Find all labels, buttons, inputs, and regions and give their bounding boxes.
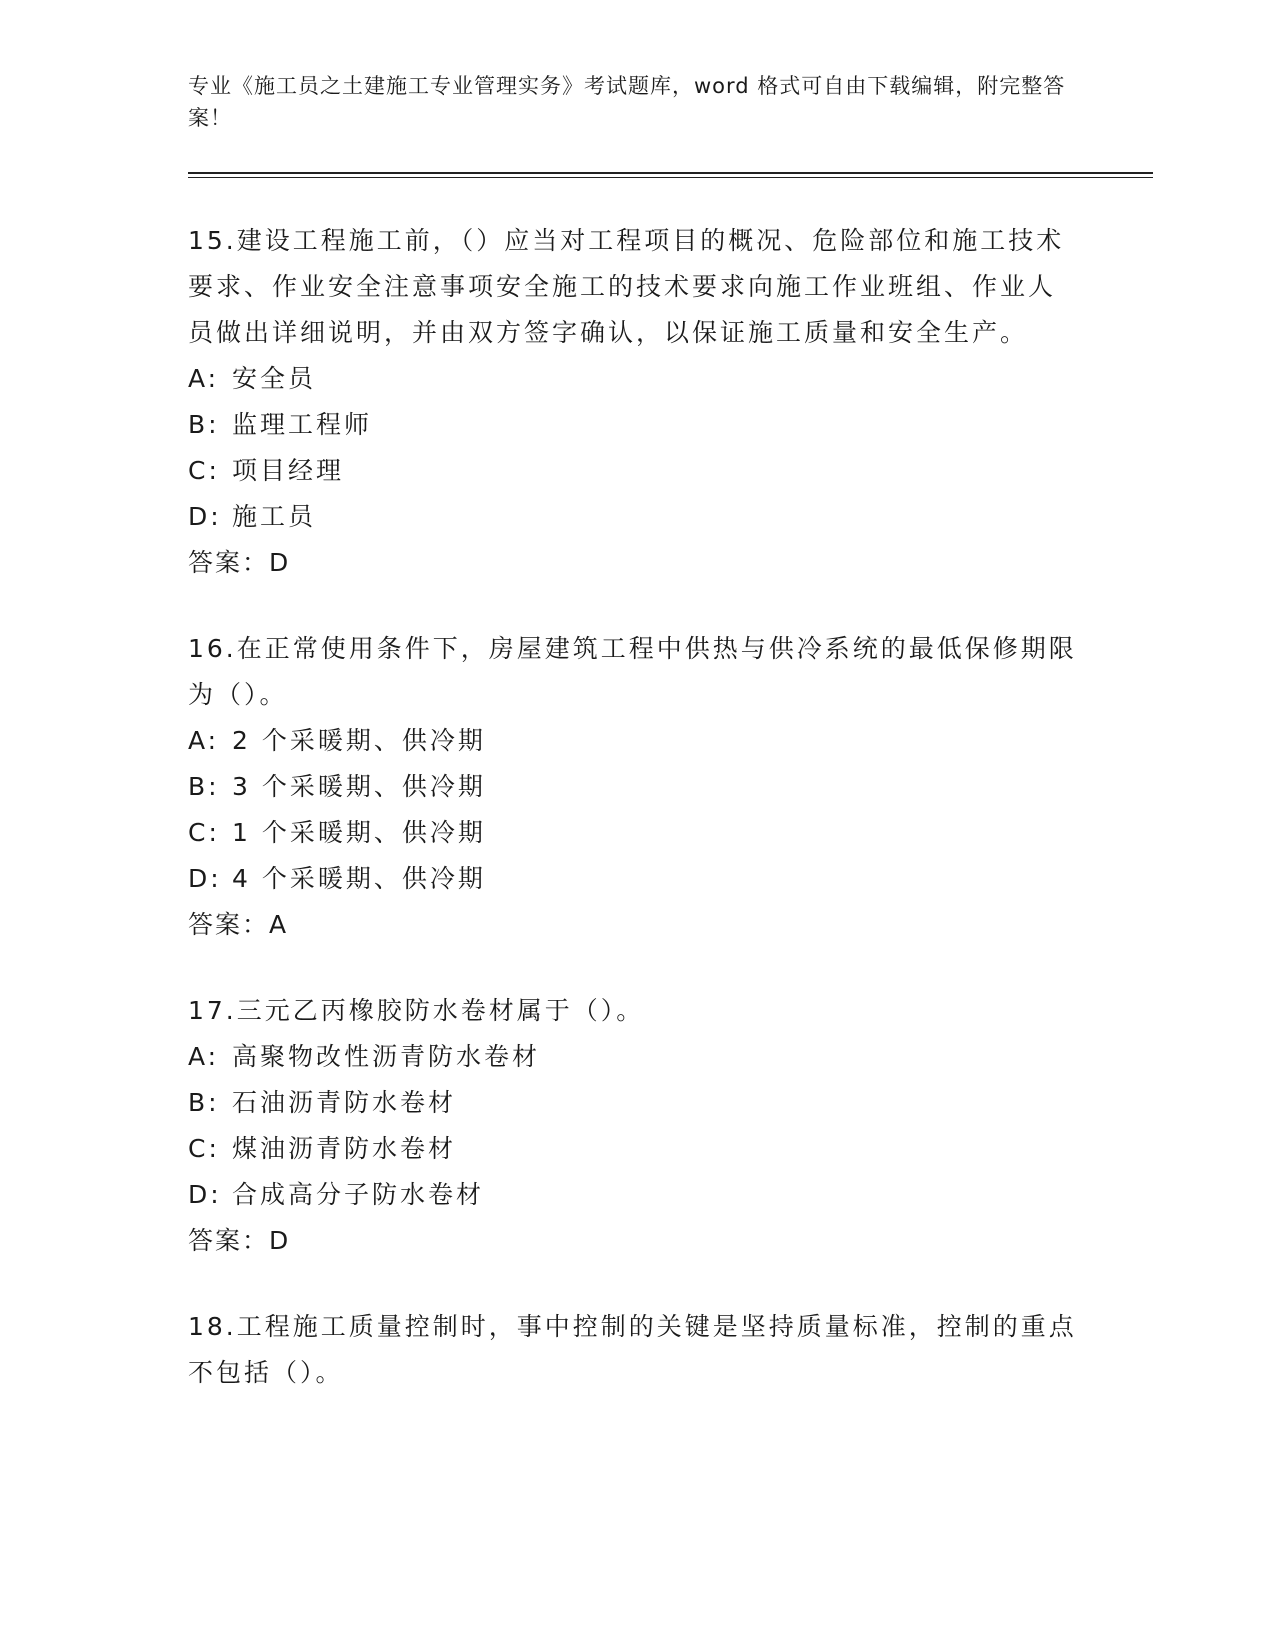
answer-line: 答案：D [188,548,291,577]
document-page [188,70,1148,1436]
option-letter: C: [188,1134,220,1163]
question-text: 18.工程施工质量控制时，事中控制的关键是坚持质量标准，控制的重点不包括（）。 [188,1312,1077,1387]
option-c [188,448,1148,494]
question-18 [188,1304,1148,1396]
option-text: 项目经理 [232,456,345,485]
option-text: 监理工程师 [232,410,373,439]
option-text: 合成高分子防水卷材 [232,1180,485,1209]
option-text: 高聚物改性沥青防水卷材 [232,1042,541,1071]
option-a [188,1034,1148,1080]
option-d [188,856,1148,902]
option-letter: A: [188,1042,220,1071]
answer-line: 答案：D [188,1226,291,1255]
option-letter: A: [188,364,220,393]
option-text: 石油沥青防水卷材 [232,1088,457,1117]
option-letter: B: [188,772,220,801]
option-letter: B: [188,1088,220,1117]
option-letter: D: [188,502,222,531]
option-text: 2 个采暖期、供冷期 [232,726,486,755]
question-15 [188,218,1148,586]
option-letter: C: [188,818,220,847]
document-header: 专业《施工员之土建施工专业管理实务》考试题库，word 格式可自由下载编辑，附完整答案！ [188,74,1066,130]
option-c [188,810,1148,856]
option-letter: D: [188,864,222,893]
question-text: 16.在正常使用条件下，房屋建筑工程中供热与供冷系统的最低保修期限为（）。 [188,634,1077,709]
option-text: 3 个采暖期、供冷期 [232,772,486,801]
option-d [188,1172,1148,1218]
option-text: 煤油沥青防水卷材 [232,1134,457,1163]
option-d [188,494,1148,540]
option-b [188,764,1148,810]
option-b [188,402,1148,448]
option-a [188,356,1148,402]
question-list [188,218,1148,1396]
header-divider [188,172,1153,178]
question-16 [188,626,1148,948]
option-letter: A: [188,726,220,755]
option-text: 安全员 [232,364,317,393]
option-text: 施工员 [232,502,317,531]
option-letter: B: [188,410,220,439]
option-text: 1 个采暖期、供冷期 [232,818,486,847]
question-17 [188,988,1148,1264]
option-a [188,718,1148,764]
option-b [188,1080,1148,1126]
option-c [188,1126,1148,1172]
question-text: 17.三元乙丙橡胶防水卷材属于（）。 [188,996,645,1025]
option-letter: C: [188,456,220,485]
option-text: 4 个采暖期、供冷期 [232,864,486,893]
question-text: 15.建设工程施工前，（）应当对工程项目的概况、危险部位和施工技术要求、作业安全注意事项安全施工的技术要求向施工作业班组、作业人员做出详细说明，并由双方签字确认，以保证施工质量和安全生产。 [188,226,1065,347]
answer-line: 答案：A [188,910,289,939]
option-letter: D: [188,1180,222,1209]
